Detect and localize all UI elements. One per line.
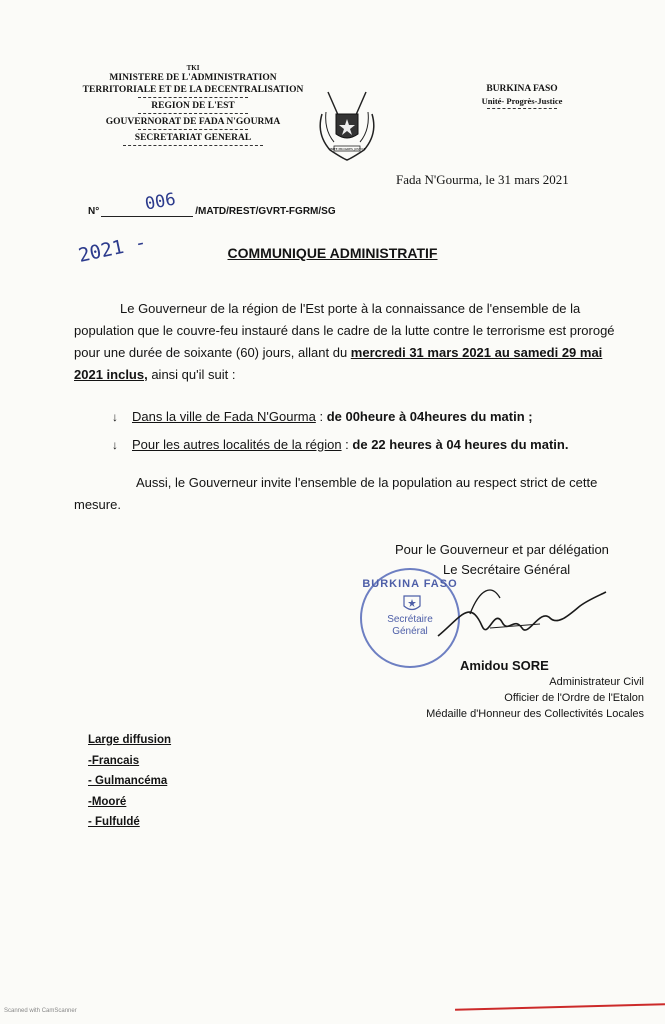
ministry-line-1: MINISTERE DE L'ADMINISTRATION [109, 73, 277, 83]
handwritten-signature-icon [430, 578, 610, 658]
ministry-line-2: TERRITORIALE ET DE LA DECENTRALISATION [82, 85, 304, 95]
list-item: - Gulmancéma [88, 775, 168, 787]
stamp-emblem-icon [400, 594, 424, 614]
stamp-line-1: Secrétaire [387, 614, 433, 625]
list-item [112, 437, 568, 452]
country-motto: Unité- Progrès-Justice [481, 96, 563, 106]
divider [123, 145, 263, 146]
list-item: - Fulfuldé [88, 816, 140, 828]
governorate-label: GOUVERNORAT DE FADA N'GOURMA [105, 117, 281, 127]
reference-number [88, 206, 336, 217]
signatory-titles [396, 674, 644, 722]
distribution-list [88, 730, 171, 833]
bullet-separator: : [315, 409, 327, 424]
divider [138, 113, 248, 114]
margin-line [455, 1003, 665, 1010]
paragraph-text: Le Gouverneur de la région de l'Est porte à la connaissance de l'ensemble de la population que le couvre-feu instauré dans le cadre de la lutte contre le terrorisme est prorogé pour une durée de soixante (60) jours, allant du [74, 301, 615, 360]
dateline: Fada N'Gourma, le 31 mars 2021 [396, 172, 569, 187]
signatory-name: Amidou SORE [460, 658, 549, 673]
tki-label: TKI [186, 64, 200, 72]
closing-paragraph: Aussi, le Gouverneur invite l'ensemble de la population au respect strict de cette mesure. [74, 475, 598, 512]
coat-of-arms-icon [312, 84, 382, 164]
stamp-arc-text: BURKINA FASO [362, 578, 458, 590]
scanner-watermark: Scanned with CamScanner [4, 1008, 77, 1014]
paragraph-end: ainsi qu'il suit : [147, 367, 236, 382]
distribution-heading: Large diffusion [88, 734, 172, 746]
bullet-separator: : [341, 437, 353, 452]
secretariat-label: SECRETARIAT GENERAL [134, 133, 252, 143]
bullet-label: Dans la ville de Fada N'Gourma [132, 409, 316, 424]
main-paragraph [74, 298, 634, 386]
reference-prefix: N° [88, 206, 100, 217]
reference-blank-line [101, 216, 193, 217]
divider [138, 129, 248, 130]
handwritten-number: 006 [143, 189, 178, 215]
reference-suffix: /MATD/REST/GVRT-FGRM/SG [195, 206, 336, 217]
date-range-highlight: mercredi 31 mars 2021 au samedi 29 mai 2021 inclus, [74, 345, 603, 382]
bullet-value: de 22 heures à 04 heures du matin. [352, 437, 569, 452]
document-title: COMMUNIQUE ADMINISTRATIF [227, 245, 438, 261]
arrow-bullet-icon: ↓ [112, 438, 118, 452]
ministry-header [48, 64, 338, 148]
region-label: REGION DE L'EST [151, 101, 235, 111]
divider [487, 108, 557, 109]
list-item: -Francais [88, 754, 140, 767]
stamp-line-2: Général [392, 626, 428, 637]
list-item [112, 409, 533, 424]
bullet-label: Pour les autres localités de la région [132, 437, 342, 452]
delegation-line: Pour le Gouverneur et par délégation [395, 542, 609, 557]
country-name: BURKINA FASO [486, 84, 558, 94]
list-item: -Mooré [88, 795, 127, 808]
title-line: Administrateur Civil [549, 676, 644, 688]
divider [138, 97, 248, 98]
title-line: Officier de l'Ordre de l'Etalon [504, 692, 644, 704]
title-line: Médaille d'Honneur des Collectivités Locales [426, 708, 644, 720]
country-header [462, 83, 582, 111]
arrow-bullet-icon: ↓ [112, 410, 118, 424]
bullet-value: de 00heure à 04heures du matin ; [326, 409, 533, 424]
emblem-motto: UNITE PROGRES JUSTICE [328, 147, 366, 151]
handwritten-year: 2021 - [76, 231, 149, 267]
signatory-role: Le Secrétaire Général [443, 562, 571, 577]
